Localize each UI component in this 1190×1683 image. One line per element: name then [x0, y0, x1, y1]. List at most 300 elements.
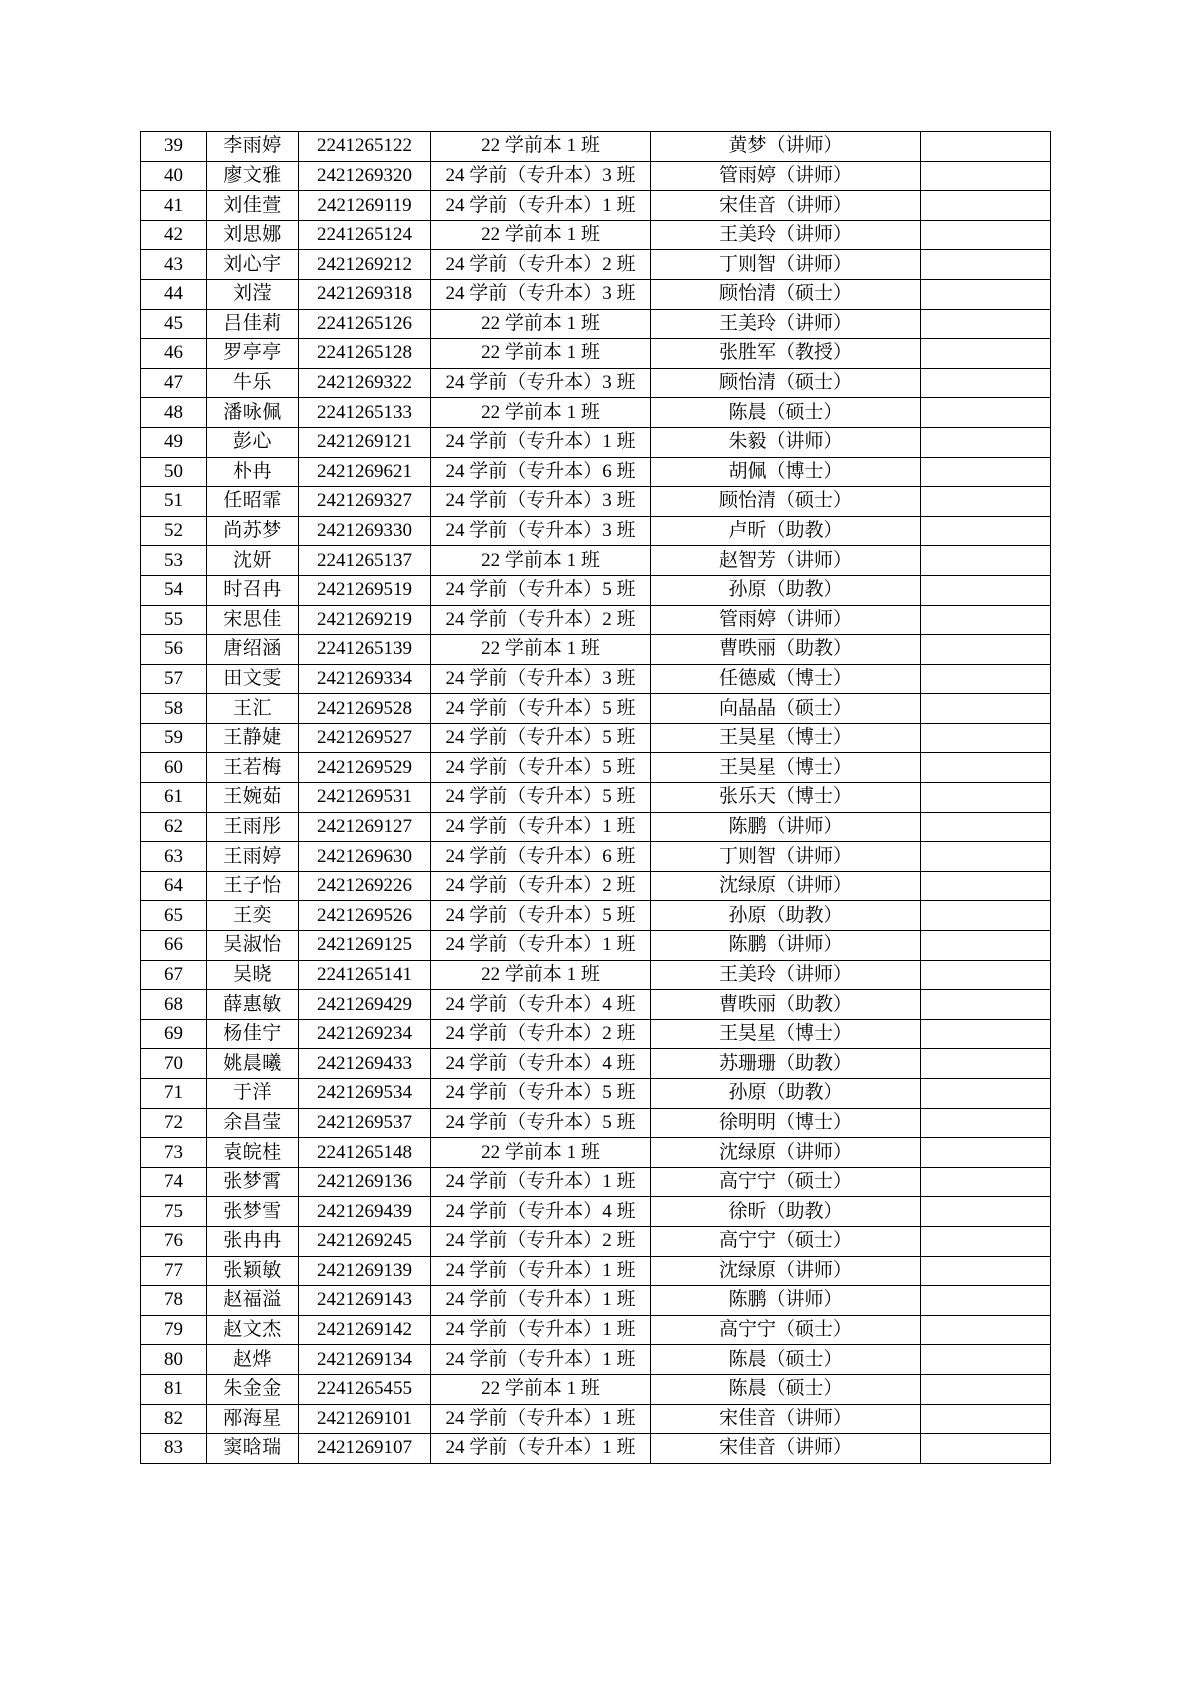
advisor-cell: 曹昳丽（助教）: [651, 990, 921, 1020]
advisor-cell: 陈鹏（讲师）: [651, 931, 921, 961]
advisor-cell: 陈晨（硕士）: [651, 398, 921, 428]
class-name-cell: 24 学前（专升本）1 班: [431, 1404, 651, 1434]
advisor-cell: 孙原（助教）: [651, 575, 921, 605]
table-row: [141, 812, 1051, 842]
empty-cell: [921, 931, 1051, 961]
advisor-cell: 高宁宁（硕士）: [651, 1315, 921, 1345]
advisor-cell: 宋佳音（讲师）: [651, 191, 921, 221]
row-index-cell: 61: [141, 783, 207, 813]
advisor-cell: 卢昕（助教）: [651, 516, 921, 546]
empty-cell: [921, 783, 1051, 813]
table-row: [141, 220, 1051, 250]
advisor-cell: 徐明明（博士）: [651, 1108, 921, 1138]
table-row: [141, 457, 1051, 487]
advisor-cell: 陈鹏（讲师）: [651, 812, 921, 842]
row-index-cell: 52: [141, 516, 207, 546]
row-index-cell: 75: [141, 1197, 207, 1227]
class-name-cell: 24 学前（专升本）2 班: [431, 605, 651, 635]
advisor-cell: 沈绿原（讲师）: [651, 871, 921, 901]
empty-cell: [921, 1138, 1051, 1168]
student-id-cell: 2241265455: [299, 1374, 431, 1404]
empty-cell: [921, 1374, 1051, 1404]
empty-cell: [921, 1256, 1051, 1286]
class-name-cell: 24 学前（专升本）1 班: [431, 1434, 651, 1464]
row-index-cell: 40: [141, 161, 207, 191]
advisor-cell: 孙原（助教）: [651, 1079, 921, 1109]
student-name-cell: 潘咏佩: [207, 398, 299, 428]
empty-cell: [921, 1108, 1051, 1138]
student-id-cell: 2241265124: [299, 220, 431, 250]
student-id-cell: 2421269429: [299, 990, 431, 1020]
student-name-cell: 王若梅: [207, 753, 299, 783]
class-name-cell: 22 学前本 1 班: [431, 1374, 651, 1404]
student-name-cell: 张梦雪: [207, 1197, 299, 1227]
advisor-cell: 顾怡清（硕士）: [651, 368, 921, 398]
table-row: [141, 1167, 1051, 1197]
class-name-cell: 24 学前（专升本）1 班: [431, 931, 651, 961]
student-name-cell: 张冉冉: [207, 1226, 299, 1256]
student-name-cell: 张颖敏: [207, 1256, 299, 1286]
advisor-cell: 张胜军（教授）: [651, 339, 921, 369]
table-row: [141, 1315, 1051, 1345]
student-id-cell: 2421269139: [299, 1256, 431, 1286]
table-row: [141, 901, 1051, 931]
class-name-cell: 24 学前（专升本）5 班: [431, 901, 651, 931]
table-row: [141, 871, 1051, 901]
student-name-cell: 王奕: [207, 901, 299, 931]
empty-cell: [921, 990, 1051, 1020]
student-name-cell: 廖文雅: [207, 161, 299, 191]
student-name-cell: 罗亭亭: [207, 339, 299, 369]
row-index-cell: 62: [141, 812, 207, 842]
empty-cell: [921, 427, 1051, 457]
table-row: [141, 398, 1051, 428]
class-name-cell: 24 学前（专升本）3 班: [431, 487, 651, 517]
table-row: [141, 1019, 1051, 1049]
table-row: [141, 250, 1051, 280]
table-row: [141, 132, 1051, 162]
class-name-cell: 22 学前本 1 班: [431, 398, 651, 428]
class-name-cell: 24 学前（专升本）3 班: [431, 279, 651, 309]
class-name-cell: 24 学前（专升本）1 班: [431, 1345, 651, 1375]
advisor-cell: 胡佩（博士）: [651, 457, 921, 487]
student-name-cell: 王雨婷: [207, 842, 299, 872]
empty-cell: [921, 1434, 1051, 1464]
student-name-cell: 尚苏梦: [207, 516, 299, 546]
student-roster-table: [140, 131, 1051, 1464]
row-index-cell: 64: [141, 871, 207, 901]
row-index-cell: 54: [141, 575, 207, 605]
row-index-cell: 66: [141, 931, 207, 961]
class-name-cell: 24 学前（专升本）3 班: [431, 516, 651, 546]
empty-cell: [921, 1404, 1051, 1434]
class-name-cell: 24 学前（专升本）1 班: [431, 427, 651, 457]
empty-cell: [921, 457, 1051, 487]
table-row: [141, 1404, 1051, 1434]
student-id-cell: 2421269219: [299, 605, 431, 635]
row-index-cell: 51: [141, 487, 207, 517]
student-id-cell: 2241265137: [299, 546, 431, 576]
empty-cell: [921, 250, 1051, 280]
row-index-cell: 76: [141, 1226, 207, 1256]
row-index-cell: 80: [141, 1345, 207, 1375]
student-id-cell: 2421269334: [299, 664, 431, 694]
class-name-cell: 22 学前本 1 班: [431, 339, 651, 369]
advisor-cell: 宋佳音（讲师）: [651, 1404, 921, 1434]
student-id-cell: 2421269318: [299, 279, 431, 309]
table-row: [141, 1197, 1051, 1227]
empty-cell: [921, 1167, 1051, 1197]
table-row: [141, 635, 1051, 665]
row-index-cell: 65: [141, 901, 207, 931]
advisor-cell: 顾怡清（硕士）: [651, 487, 921, 517]
row-index-cell: 68: [141, 990, 207, 1020]
student-name-cell: 吕佳莉: [207, 309, 299, 339]
row-index-cell: 69: [141, 1019, 207, 1049]
table-row: [141, 575, 1051, 605]
advisor-cell: 任德威（博士）: [651, 664, 921, 694]
student-name-cell: 余昌莹: [207, 1108, 299, 1138]
table-row: [141, 427, 1051, 457]
empty-cell: [921, 871, 1051, 901]
class-name-cell: 24 学前（专升本）3 班: [431, 161, 651, 191]
student-name-cell: 唐绍涵: [207, 635, 299, 665]
empty-cell: [921, 842, 1051, 872]
student-id-cell: 2241265141: [299, 960, 431, 990]
table-row: [141, 1226, 1051, 1256]
student-name-cell: 王子怡: [207, 871, 299, 901]
student-id-cell: 2421269107: [299, 1434, 431, 1464]
table-row: [141, 487, 1051, 517]
table-row: [141, 753, 1051, 783]
row-index-cell: 63: [141, 842, 207, 872]
student-id-cell: 2421269534: [299, 1079, 431, 1109]
row-index-cell: 43: [141, 250, 207, 280]
row-index-cell: 82: [141, 1404, 207, 1434]
student-name-cell: 牛乐: [207, 368, 299, 398]
student-id-cell: 2241265139: [299, 635, 431, 665]
row-index-cell: 45: [141, 309, 207, 339]
row-index-cell: 74: [141, 1167, 207, 1197]
student-name-cell: 窦晗瑞: [207, 1434, 299, 1464]
empty-cell: [921, 605, 1051, 635]
student-id-cell: 2421269527: [299, 723, 431, 753]
student-id-cell: 2241265133: [299, 398, 431, 428]
class-name-cell: 24 学前（专升本）2 班: [431, 871, 651, 901]
row-index-cell: 59: [141, 723, 207, 753]
advisor-cell: 管雨婷（讲师）: [651, 161, 921, 191]
empty-cell: [921, 1345, 1051, 1375]
student-id-cell: 2421269519: [299, 575, 431, 605]
advisor-cell: 陈晨（硕士）: [651, 1374, 921, 1404]
table-row: [141, 1049, 1051, 1079]
row-index-cell: 53: [141, 546, 207, 576]
advisor-cell: 宋佳音（讲师）: [651, 1434, 921, 1464]
student-name-cell: 杨佳宁: [207, 1019, 299, 1049]
empty-cell: [921, 368, 1051, 398]
empty-cell: [921, 161, 1051, 191]
student-id-cell: 2421269526: [299, 901, 431, 931]
row-index-cell: 72: [141, 1108, 207, 1138]
empty-cell: [921, 398, 1051, 428]
class-name-cell: 24 学前（专升本）6 班: [431, 457, 651, 487]
student-id-cell: 2421269136: [299, 1167, 431, 1197]
student-name-cell: 刘心宇: [207, 250, 299, 280]
table-row: [141, 368, 1051, 398]
row-index-cell: 47: [141, 368, 207, 398]
student-id-cell: 2241265122: [299, 132, 431, 162]
empty-cell: [921, 339, 1051, 369]
row-index-cell: 41: [141, 191, 207, 221]
empty-cell: [921, 1019, 1051, 1049]
student-id-cell: 2421269322: [299, 368, 431, 398]
student-id-cell: 2421269226: [299, 871, 431, 901]
student-id-cell: 2421269529: [299, 753, 431, 783]
student-id-cell: 2421269531: [299, 783, 431, 813]
student-name-cell: 刘思娜: [207, 220, 299, 250]
class-name-cell: 22 学前本 1 班: [431, 960, 651, 990]
class-name-cell: 24 学前（专升本）1 班: [431, 1315, 651, 1345]
advisor-cell: 徐昕（助教）: [651, 1197, 921, 1227]
advisor-cell: 丁则智（讲师）: [651, 842, 921, 872]
row-index-cell: 55: [141, 605, 207, 635]
roster-table-body: [141, 132, 1051, 1464]
student-name-cell: 薛惠敏: [207, 990, 299, 1020]
class-name-cell: 24 学前（专升本）5 班: [431, 723, 651, 753]
empty-cell: [921, 901, 1051, 931]
empty-cell: [921, 279, 1051, 309]
table-row: [141, 516, 1051, 546]
class-name-cell: 24 学前（专升本）3 班: [431, 368, 651, 398]
empty-cell: [921, 694, 1051, 724]
class-name-cell: 24 学前（专升本）1 班: [431, 1256, 651, 1286]
student-id-cell: 2421269121: [299, 427, 431, 457]
class-name-cell: 24 学前（专升本）4 班: [431, 990, 651, 1020]
row-index-cell: 46: [141, 339, 207, 369]
student-name-cell: 彭心: [207, 427, 299, 457]
empty-cell: [921, 1197, 1051, 1227]
student-id-cell: 2421269327: [299, 487, 431, 517]
student-name-cell: 赵福溢: [207, 1286, 299, 1316]
class-name-cell: 24 学前（专升本）1 班: [431, 191, 651, 221]
student-id-cell: 2421269630: [299, 842, 431, 872]
class-name-cell: 24 学前（专升本）4 班: [431, 1197, 651, 1227]
student-id-cell: 2421269212: [299, 250, 431, 280]
student-id-cell: 2421269439: [299, 1197, 431, 1227]
advisor-cell: 高宁宁（硕士）: [651, 1167, 921, 1197]
advisor-cell: 张乐天（博士）: [651, 783, 921, 813]
advisor-cell: 王昊星（博士）: [651, 753, 921, 783]
advisor-cell: 孙原（助教）: [651, 901, 921, 931]
row-index-cell: 44: [141, 279, 207, 309]
student-name-cell: 吴晓: [207, 960, 299, 990]
empty-cell: [921, 1315, 1051, 1345]
advisor-cell: 朱毅（讲师）: [651, 427, 921, 457]
empty-cell: [921, 753, 1051, 783]
empty-cell: [921, 516, 1051, 546]
advisor-cell: 黄梦（讲师）: [651, 132, 921, 162]
student-name-cell: 姚晨曦: [207, 1049, 299, 1079]
student-name-cell: 王婉茹: [207, 783, 299, 813]
student-id-cell: 2421269134: [299, 1345, 431, 1375]
table-row: [141, 723, 1051, 753]
empty-cell: [921, 487, 1051, 517]
student-id-cell: 2421269245: [299, 1226, 431, 1256]
advisor-cell: 沈绿原（讲师）: [651, 1256, 921, 1286]
student-id-cell: 2421269330: [299, 516, 431, 546]
row-index-cell: 73: [141, 1138, 207, 1168]
row-index-cell: 42: [141, 220, 207, 250]
advisor-cell: 管雨婷（讲师）: [651, 605, 921, 635]
student-id-cell: 2421269528: [299, 694, 431, 724]
advisor-cell: 苏珊珊（助教）: [651, 1049, 921, 1079]
table-row: [141, 1286, 1051, 1316]
table-row: [141, 279, 1051, 309]
table-row: [141, 931, 1051, 961]
row-index-cell: 70: [141, 1049, 207, 1079]
student-name-cell: 王静婕: [207, 723, 299, 753]
advisor-cell: 曹昳丽（助教）: [651, 635, 921, 665]
table-row: [141, 960, 1051, 990]
empty-cell: [921, 723, 1051, 753]
advisor-cell: 赵智芳（讲师）: [651, 546, 921, 576]
empty-cell: [921, 1286, 1051, 1316]
table-row: [141, 161, 1051, 191]
advisor-cell: 陈鹏（讲师）: [651, 1286, 921, 1316]
class-name-cell: 24 学前（专升本）2 班: [431, 1226, 651, 1256]
class-name-cell: 24 学前（专升本）5 班: [431, 1079, 651, 1109]
empty-cell: [921, 546, 1051, 576]
advisor-cell: 沈绿原（讲师）: [651, 1138, 921, 1168]
advisor-cell: 向晶晶（硕士）: [651, 694, 921, 724]
class-name-cell: 22 学前本 1 班: [431, 220, 651, 250]
student-id-cell: 2241265128: [299, 339, 431, 369]
row-index-cell: 58: [141, 694, 207, 724]
student-name-cell: 王雨彤: [207, 812, 299, 842]
student-name-cell: 袁皖桂: [207, 1138, 299, 1168]
class-name-cell: 24 学前（专升本）5 班: [431, 1108, 651, 1138]
table-row: [141, 1256, 1051, 1286]
class-name-cell: 22 学前本 1 班: [431, 635, 651, 665]
empty-cell: [921, 132, 1051, 162]
empty-cell: [921, 309, 1051, 339]
row-index-cell: 48: [141, 398, 207, 428]
class-name-cell: 24 学前（专升本）2 班: [431, 250, 651, 280]
table-row: [141, 1374, 1051, 1404]
table-row: [141, 309, 1051, 339]
student-name-cell: 刘滢: [207, 279, 299, 309]
advisor-cell: 顾怡清（硕士）: [651, 279, 921, 309]
table-row: [141, 783, 1051, 813]
class-name-cell: 22 学前本 1 班: [431, 132, 651, 162]
advisor-cell: 王美玲（讲师）: [651, 309, 921, 339]
table-row: [141, 1345, 1051, 1375]
table-row: [141, 694, 1051, 724]
student-name-cell: 沈妍: [207, 546, 299, 576]
class-name-cell: 22 学前本 1 班: [431, 546, 651, 576]
student-name-cell: 邴海星: [207, 1404, 299, 1434]
advisor-cell: 陈晨（硕士）: [651, 1345, 921, 1375]
table-row: [141, 605, 1051, 635]
student-name-cell: 李雨婷: [207, 132, 299, 162]
table-row: [141, 1079, 1051, 1109]
student-id-cell: 2241265126: [299, 309, 431, 339]
empty-cell: [921, 220, 1051, 250]
row-index-cell: 83: [141, 1434, 207, 1464]
student-name-cell: 赵烨: [207, 1345, 299, 1375]
student-name-cell: 任昭霏: [207, 487, 299, 517]
student-id-cell: 2421269127: [299, 812, 431, 842]
class-name-cell: 24 学前（专升本）4 班: [431, 1049, 651, 1079]
class-name-cell: 24 学前（专升本）5 班: [431, 783, 651, 813]
row-index-cell: 79: [141, 1315, 207, 1345]
table-row: [141, 842, 1051, 872]
class-name-cell: 24 学前（专升本）1 班: [431, 1167, 651, 1197]
class-name-cell: 24 学前（专升本）5 班: [431, 694, 651, 724]
row-index-cell: 49: [141, 427, 207, 457]
student-name-cell: 刘佳萱: [207, 191, 299, 221]
class-name-cell: 24 学前（专升本）1 班: [431, 1286, 651, 1316]
student-id-cell: 2421269125: [299, 931, 431, 961]
table-row: [141, 339, 1051, 369]
advisor-cell: 丁则智（讲师）: [651, 250, 921, 280]
student-name-cell: 宋思佳: [207, 605, 299, 635]
class-name-cell: 24 学前（专升本）6 班: [431, 842, 651, 872]
table-row: [141, 1138, 1051, 1168]
student-id-cell: 2421269101: [299, 1404, 431, 1434]
advisor-cell: 高宁宁（硕士）: [651, 1226, 921, 1256]
empty-cell: [921, 1079, 1051, 1109]
row-index-cell: 78: [141, 1286, 207, 1316]
table-row: [141, 191, 1051, 221]
class-name-cell: 24 学前（专升本）3 班: [431, 664, 651, 694]
student-id-cell: 2421269119: [299, 191, 431, 221]
class-name-cell: 22 学前本 1 班: [431, 1138, 651, 1168]
row-index-cell: 77: [141, 1256, 207, 1286]
student-name-cell: 朴冉: [207, 457, 299, 487]
table-row: [141, 990, 1051, 1020]
student-id-cell: 2421269143: [299, 1286, 431, 1316]
student-name-cell: 于洋: [207, 1079, 299, 1109]
row-index-cell: 50: [141, 457, 207, 487]
student-name-cell: 田文雯: [207, 664, 299, 694]
advisor-cell: 王美玲（讲师）: [651, 960, 921, 990]
empty-cell: [921, 1049, 1051, 1079]
student-name-cell: 张梦霄: [207, 1167, 299, 1197]
advisor-cell: 王昊星（博士）: [651, 723, 921, 753]
table-row: [141, 1434, 1051, 1464]
student-name-cell: 朱金金: [207, 1374, 299, 1404]
empty-cell: [921, 812, 1051, 842]
student-id-cell: 2421269234: [299, 1019, 431, 1049]
table-row: [141, 546, 1051, 576]
roster-table-container: [140, 131, 1050, 1464]
advisor-cell: 王昊星（博士）: [651, 1019, 921, 1049]
empty-cell: [921, 960, 1051, 990]
empty-cell: [921, 1226, 1051, 1256]
table-row: [141, 1108, 1051, 1138]
student-id-cell: 2421269142: [299, 1315, 431, 1345]
row-index-cell: 81: [141, 1374, 207, 1404]
class-name-cell: 24 学前（专升本）1 班: [431, 812, 651, 842]
table-row: [141, 664, 1051, 694]
row-index-cell: 39: [141, 132, 207, 162]
student-name-cell: 赵文杰: [207, 1315, 299, 1345]
empty-cell: [921, 575, 1051, 605]
row-index-cell: 71: [141, 1079, 207, 1109]
student-name-cell: 吴淑怡: [207, 931, 299, 961]
empty-cell: [921, 191, 1051, 221]
